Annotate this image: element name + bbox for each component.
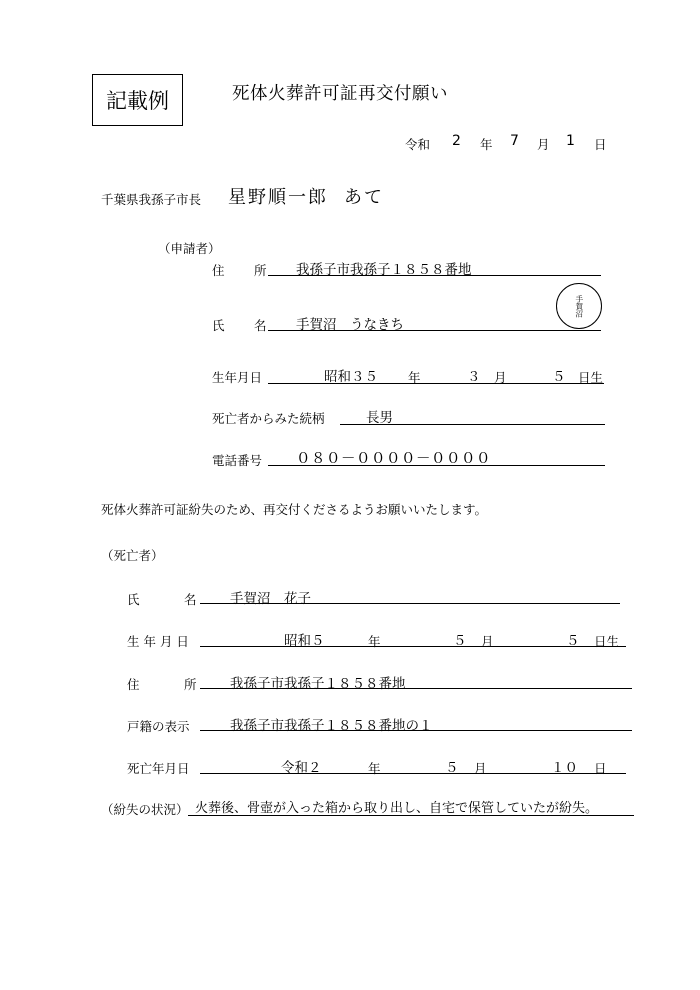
death-month-unit: 月 [474, 761, 487, 776]
applicant-birth-era-year: 昭和３５ [324, 369, 378, 385]
applicant-address-line [268, 275, 601, 276]
date-year: 2 [452, 133, 461, 149]
deceased-section-label: （死亡者） [101, 548, 164, 563]
deceased-birth-line [200, 646, 626, 647]
applicant-address-value: 我孫子市我孫子１８５８番地 [296, 262, 472, 278]
applicant-birth-day-unit: 日生 [578, 370, 604, 385]
domicile-label: 戸籍の表示 [127, 719, 190, 734]
deceased-address-label-2: 所 [184, 677, 197, 692]
seal-text: 手賀沼 [574, 294, 584, 318]
deceased-name-line [200, 603, 620, 604]
deceased-birth-label: 生 年 月 日 [127, 634, 189, 649]
domicile-line [200, 730, 632, 731]
relation-value: 長男 [366, 410, 393, 426]
addressee-office: 千葉県我孫子市長 [101, 192, 202, 207]
date-era: 令和 [405, 137, 431, 152]
death-era-year: 令和２ [281, 760, 322, 776]
date-day: 1 [566, 133, 575, 149]
death-day-unit: 日 [594, 761, 607, 776]
domicile-value: 我孫子市我孫子１８５８番地の１ [230, 718, 433, 734]
applicant-name-label-1: 氏 [212, 318, 225, 333]
deceased-name-value: 手賀沼 花子 [230, 591, 311, 607]
applicant-address-label-2: 所 [254, 263, 267, 278]
applicant-address-label-1: 住 [212, 263, 225, 278]
addressee-mayor-name [228, 183, 384, 209]
deceased-birth-month: ５ [453, 633, 467, 649]
mayor-name: 星野順一郎 [228, 187, 328, 208]
deceased-name-label-2: 名 [184, 592, 197, 607]
applicant-birth-year-unit: 年 [408, 370, 421, 385]
deceased-address-line [200, 688, 632, 689]
deceased-address-value: 我孫子市我孫子１８５８番地 [230, 676, 406, 692]
relation-label: 死亡者からみた続柄 [212, 411, 325, 426]
deceased-address-label-1: 住 [127, 677, 140, 692]
applicant-birth-month: ３ [467, 369, 481, 385]
example-label: 記載例 [106, 89, 169, 113]
death-day: １０ [551, 760, 578, 776]
applicant-birth-day: ５ [552, 369, 566, 385]
loss-line [188, 815, 634, 816]
applicant-name-value: 手賀沼 うなきち [296, 317, 404, 333]
document-title: 死体火葬許可証再交付願い [232, 84, 448, 104]
applicant-name-label-2: 名 [254, 318, 267, 333]
loss-value: 火葬後、骨壺が入った箱から取り出し、自宅で保管していたが紛失。 [195, 801, 599, 816]
applicant-birth-label: 生年月日 [212, 370, 263, 385]
deceased-birth-era-year: 昭和５ [284, 633, 325, 649]
deceased-birth-day: ５ [566, 633, 580, 649]
relation-line [340, 424, 605, 425]
deceased-birth-day-unit: 日生 [594, 634, 620, 649]
applicant-name-line [268, 330, 601, 331]
applicant-birth-month-unit: 月 [494, 370, 507, 385]
date-month-unit: 月 [537, 137, 550, 152]
applicant-section-label: （申請者） [158, 241, 221, 256]
loss-label: （紛失の状況） [101, 802, 189, 817]
date-month: 7 [510, 133, 519, 149]
deceased-name-label-1: 氏 [127, 592, 140, 607]
deceased-birth-month-unit: 月 [481, 634, 494, 649]
phone-line [268, 465, 605, 466]
date-day-unit: 日 [594, 137, 607, 152]
addressee-honorific: あて [344, 187, 384, 208]
death-month: ５ [445, 760, 459, 776]
phone-label: 電話番号 [212, 453, 263, 468]
deceased-birth-year-unit: 年 [368, 634, 381, 649]
example-label-box [92, 74, 183, 126]
request-sentence: 死体火葬許可証紛失のため、再交付くださるようお願いいたします。 [101, 502, 488, 517]
death-date-label: 死亡年月日 [127, 761, 190, 776]
death-year-unit: 年 [368, 761, 381, 776]
date-year-unit: 年 [480, 137, 493, 152]
personal-seal [556, 283, 602, 329]
phone-value: ０８０－００００－００００ [296, 451, 491, 467]
